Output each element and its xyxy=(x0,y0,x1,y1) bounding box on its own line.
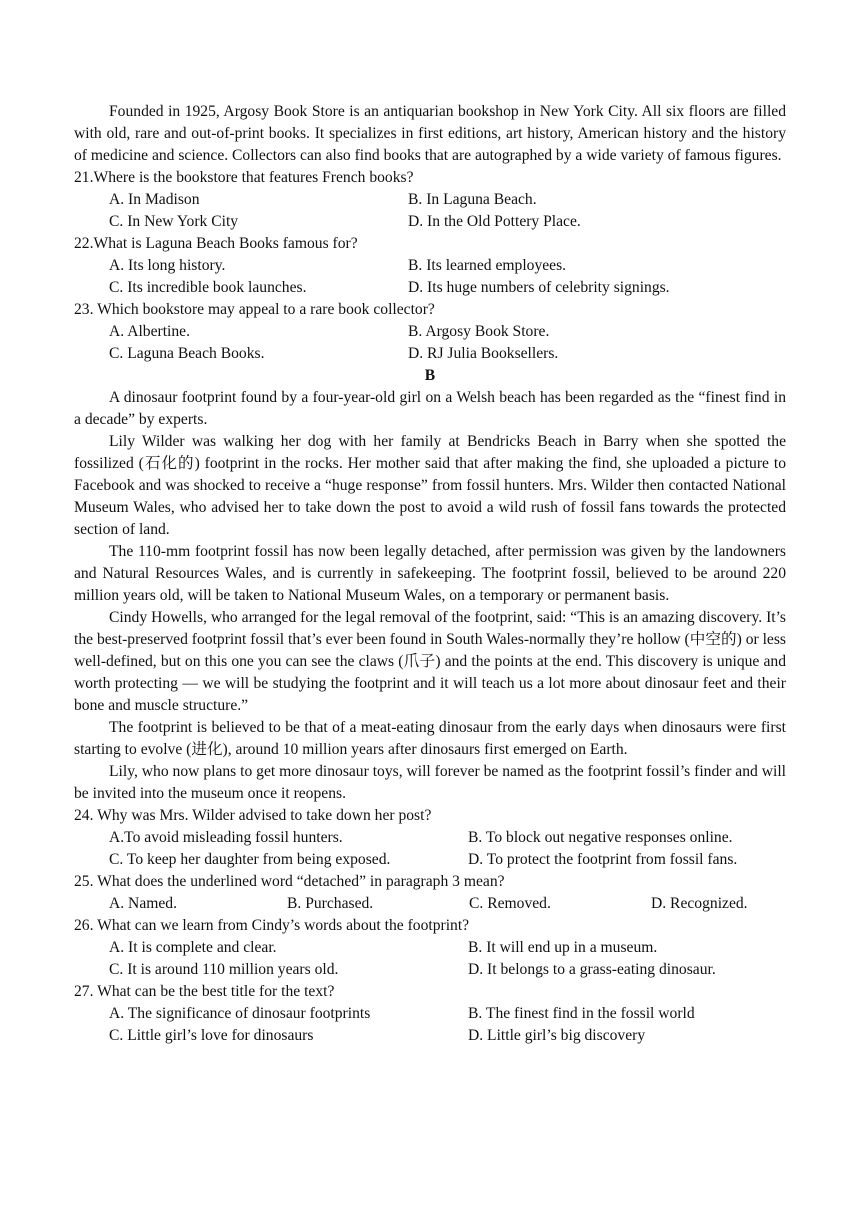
option-c: C. Little girl’s love for dinosaurs xyxy=(109,1027,314,1044)
options xyxy=(109,893,786,915)
passage-b-paragraph-1: A dinosaur footprint found by a four-year-old girl on a Welsh beach has been regarded as the “finest find in a decade” by experts. xyxy=(74,389,786,428)
passage-b-paragraph-2: Lily Wilder was walking her dog with her family at Bendricks Beach in Barry when she spotted the fossilized (石化的) footprint in the rocks. Her mother said that after making the find, she uploaded a picture to Facebook and was shocked to receive a “huge response” from fossil hunters. Mrs. Wilder then contacted National Museum Wales, who advised her to take down the post to avoid a wild rush of fossil fans towards the protected section of land. xyxy=(74,433,786,538)
option-d: D. Recognized. xyxy=(651,895,748,912)
question-stem: 26. What can we learn from Cindy’s words about the footprint? xyxy=(74,917,470,934)
option-d: D. To protect the footprint from fossil fans. xyxy=(468,851,738,868)
passage-b-paragraph-3: The 110-mm footprint fossil has now been legally detached, after permission was given by the landowners and Natural Resources Wales, and is currently in safekeeping. The footprint fossil, believed to be around 220 million years old, will be taken to National Museum Wales, on a temporary or permanent basis. xyxy=(74,543,786,604)
question-stem: 23. Which bookstore may appeal to a rare book collector? xyxy=(74,301,435,318)
options xyxy=(109,189,786,233)
question-stem: 27. What can be the best title for the text? xyxy=(74,983,335,1000)
option-b: B. Its learned employees. xyxy=(408,257,567,274)
option-c: C. Laguna Beach Books. xyxy=(109,345,265,362)
option-c: C. It is around 110 million years old. xyxy=(109,961,339,978)
option-a: A. Its long history. xyxy=(109,257,226,274)
option-d: D. It belongs to a grass-eating dinosaur. xyxy=(468,961,716,978)
option-b: B. The finest find in the fossil world xyxy=(468,1005,695,1022)
option-c: C. Removed. xyxy=(469,895,551,912)
option-a: A. It is complete and clear. xyxy=(109,939,277,956)
question-24 xyxy=(74,805,786,871)
passage-b-paragraph-6: Lily, who now plans to get more dinosaur toys, will forever be named as the footprint fossil’s finder and will be invited into the museum once it reopens. xyxy=(74,763,786,802)
option-c: C. Its incredible book launches. xyxy=(109,279,307,296)
question-stem: 21.Where is the bookstore that features French books? xyxy=(74,169,414,186)
question-21 xyxy=(74,167,786,233)
option-d: D. Its huge numbers of celebrity signings. xyxy=(408,279,670,296)
option-c: C. To keep her daughter from being exposed. xyxy=(109,851,391,868)
question-26 xyxy=(74,915,786,981)
question-22 xyxy=(74,233,786,299)
question-25 xyxy=(74,871,786,915)
options xyxy=(109,255,786,299)
question-23 xyxy=(74,299,786,365)
option-d: D. In the Old Pottery Place. xyxy=(408,213,581,230)
passage-a-paragraph: Founded in 1925, Argosy Book Store is an antiquarian bookshop in New York City. All six floors are filled with old, rare and out-of-print books. It specializes in first editions, art history, American history and the history of medicine and science. Collectors can also find books that are autographed by a wide variety of famous figures. xyxy=(74,103,786,164)
passage-b-paragraph-4: Cindy Howells, who arranged for the legal removal of the footprint, said: “This is an amazing discovery. It’s the best-preserved footprint fossil that’s ever been found in South Wales-normally they’re hollow (中空的) or less well-defined, but on this one you can see the claws (爪子) and the points at the end. This discovery is unique and worth protecting — we will be studying the footprint and it will teach us a lot more about dinosaur feet and their bone and muscle structure.” xyxy=(74,609,786,714)
options xyxy=(109,827,786,871)
option-a: A. In Madison xyxy=(109,191,200,208)
section-b-heading: B xyxy=(424,367,436,384)
options xyxy=(109,1003,786,1047)
option-c: C. In New York City xyxy=(109,213,239,230)
option-a: A.To avoid misleading fossil hunters. xyxy=(109,829,343,846)
option-b: B. It will end up in a museum. xyxy=(468,939,658,956)
passage-b-paragraph-5: The footprint is believed to be that of a meat-eating dinosaur from the early days when dinosaurs were first starting to evolve (进化), around 10 million years after dinosaurs first emerged on Earth. xyxy=(74,719,786,758)
question-stem: 25. What does the underlined word “detached” in paragraph 3 mean? xyxy=(74,873,505,890)
question-stem: 22.What is Laguna Beach Books famous for? xyxy=(74,235,358,252)
option-a: A. Named. xyxy=(109,895,177,912)
option-b: B. Argosy Book Store. xyxy=(408,323,550,340)
option-d: D. RJ Julia Booksellers. xyxy=(408,345,559,362)
option-b: B. In Laguna Beach. xyxy=(408,191,537,208)
options xyxy=(109,321,786,365)
option-b: B. Purchased. xyxy=(287,895,374,912)
question-27 xyxy=(74,981,786,1047)
option-a: A. The significance of dinosaur footprints xyxy=(109,1005,371,1022)
question-stem: 24. Why was Mrs. Wilder advised to take down her post? xyxy=(74,807,432,824)
option-a: A. Albertine. xyxy=(109,323,190,340)
options xyxy=(109,937,786,981)
option-d: D. Little girl’s big discovery xyxy=(468,1027,646,1044)
exam-page xyxy=(74,101,786,1047)
option-b: B. To block out negative responses online. xyxy=(468,829,733,846)
